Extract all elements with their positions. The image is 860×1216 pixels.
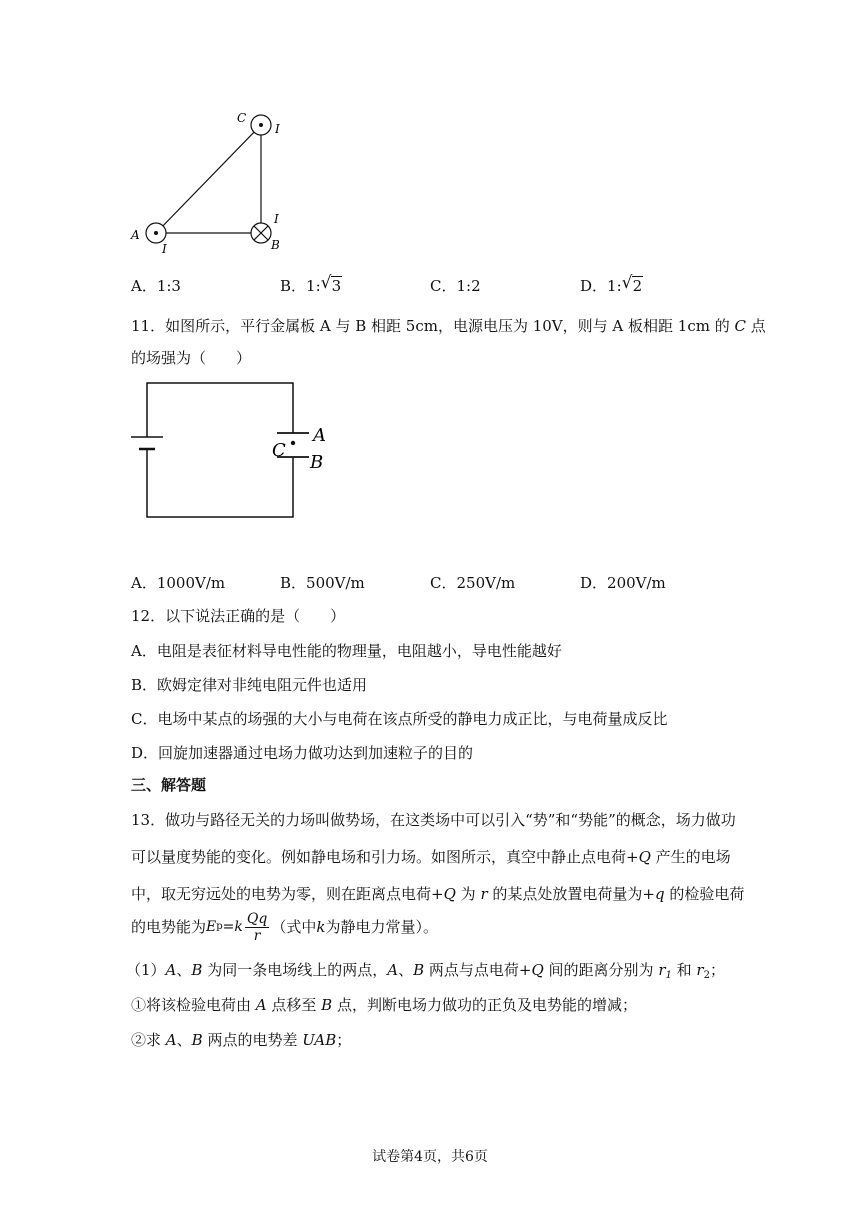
q13-part1: （1）A、B 为同一条电场线上的两点，A、B 两点与点电荷+Q 间的距离分别为 $r_1$ 和 $r_2$； bbox=[126, 961, 725, 981]
q13-line4: 的电势能为 E p = k $\frac{Qq}{r}$ （式中 k 为静电力常量）。 bbox=[131, 910, 438, 944]
q12-option-b: B．欧姆定律对非纯电阻元件也适用 bbox=[131, 676, 368, 694]
q11-stem-line1: 11．如图所示，平行金属板 A 与 B 相距 5cm，电源电压为 10V，则与 A 板相距 1cm 的 C 点 bbox=[131, 317, 766, 335]
q13-line2: 可以量度势能的变化。例如静电场和引力场。如图所示，真空中静止点电荷+Q 产生的电场 bbox=[131, 848, 731, 866]
q12-option-c: C．电场中某点的场强的大小与电荷在该点所受的静电力成正比，与电荷量成反比 bbox=[131, 710, 668, 728]
q11-option-b: B．500V/m bbox=[280, 574, 365, 592]
page-footer: 试卷第4页，共6页 bbox=[372, 1149, 488, 1165]
label-b: B bbox=[271, 238, 280, 252]
label-a: A bbox=[131, 228, 140, 242]
label-plate-a: A bbox=[313, 425, 326, 446]
q11-stem-line2: 的场强为（ ） bbox=[131, 349, 252, 367]
capacitor-circuit-figure bbox=[125, 375, 340, 525]
q11-option-a: A．1000V/m bbox=[131, 574, 226, 592]
potential-energy-formula: E p = k $\frac{Qq}{r}$ bbox=[206, 910, 268, 944]
label-i-c: I bbox=[275, 122, 280, 136]
triangle-current-figure bbox=[125, 105, 295, 255]
label-c: C bbox=[237, 111, 247, 125]
q10-option-d: D．1: √ 2 bbox=[580, 273, 643, 295]
label-i-b: I bbox=[274, 212, 279, 226]
q12-stem: 12．以下说法正确的是（ ） bbox=[131, 607, 346, 625]
q13-subquestion-1: ①将该检验电荷由 A 点移至 B 点，判断电场力做功的正负及电势能的增减； bbox=[131, 996, 637, 1014]
point-c bbox=[291, 441, 295, 445]
q11-option-d: D．200V/m bbox=[580, 574, 666, 592]
q11-option-c: C．250V/m bbox=[430, 574, 516, 592]
q10-option-c: C．1:2 bbox=[430, 277, 481, 295]
q12-option-d: D．回旋加速器通过电场力做功达到加速粒子的目的 bbox=[131, 744, 474, 762]
label-i-a: I bbox=[162, 242, 167, 255]
q10-option-b: B．1: √ 3 bbox=[280, 273, 342, 295]
label-plate-b: B bbox=[310, 452, 324, 473]
q10-option-a: A．1:3 bbox=[131, 277, 181, 295]
q13-line3: 中，取无穷远处的电势为零，则在距离点电荷+Q 为 r 的某点处放置电荷量为+q 的检验电荷 bbox=[131, 885, 745, 903]
q12-option-a: A．电阻是表征材料导电性能的物理量，电阻越小，导电性能越好 bbox=[131, 642, 562, 660]
label-point-c: C bbox=[272, 440, 286, 461]
q13-subquestion-2: ②求 A、B 两点的电势差 UAB； bbox=[131, 1031, 352, 1049]
triangle-side-ac bbox=[156, 125, 261, 233]
section-title: 三、解答题 bbox=[131, 776, 207, 794]
q13-line1: 13．做功与路径无关的力场叫做势场，在这类场中可以引入“势”和“势能”的概念，场力做功 bbox=[131, 811, 736, 829]
